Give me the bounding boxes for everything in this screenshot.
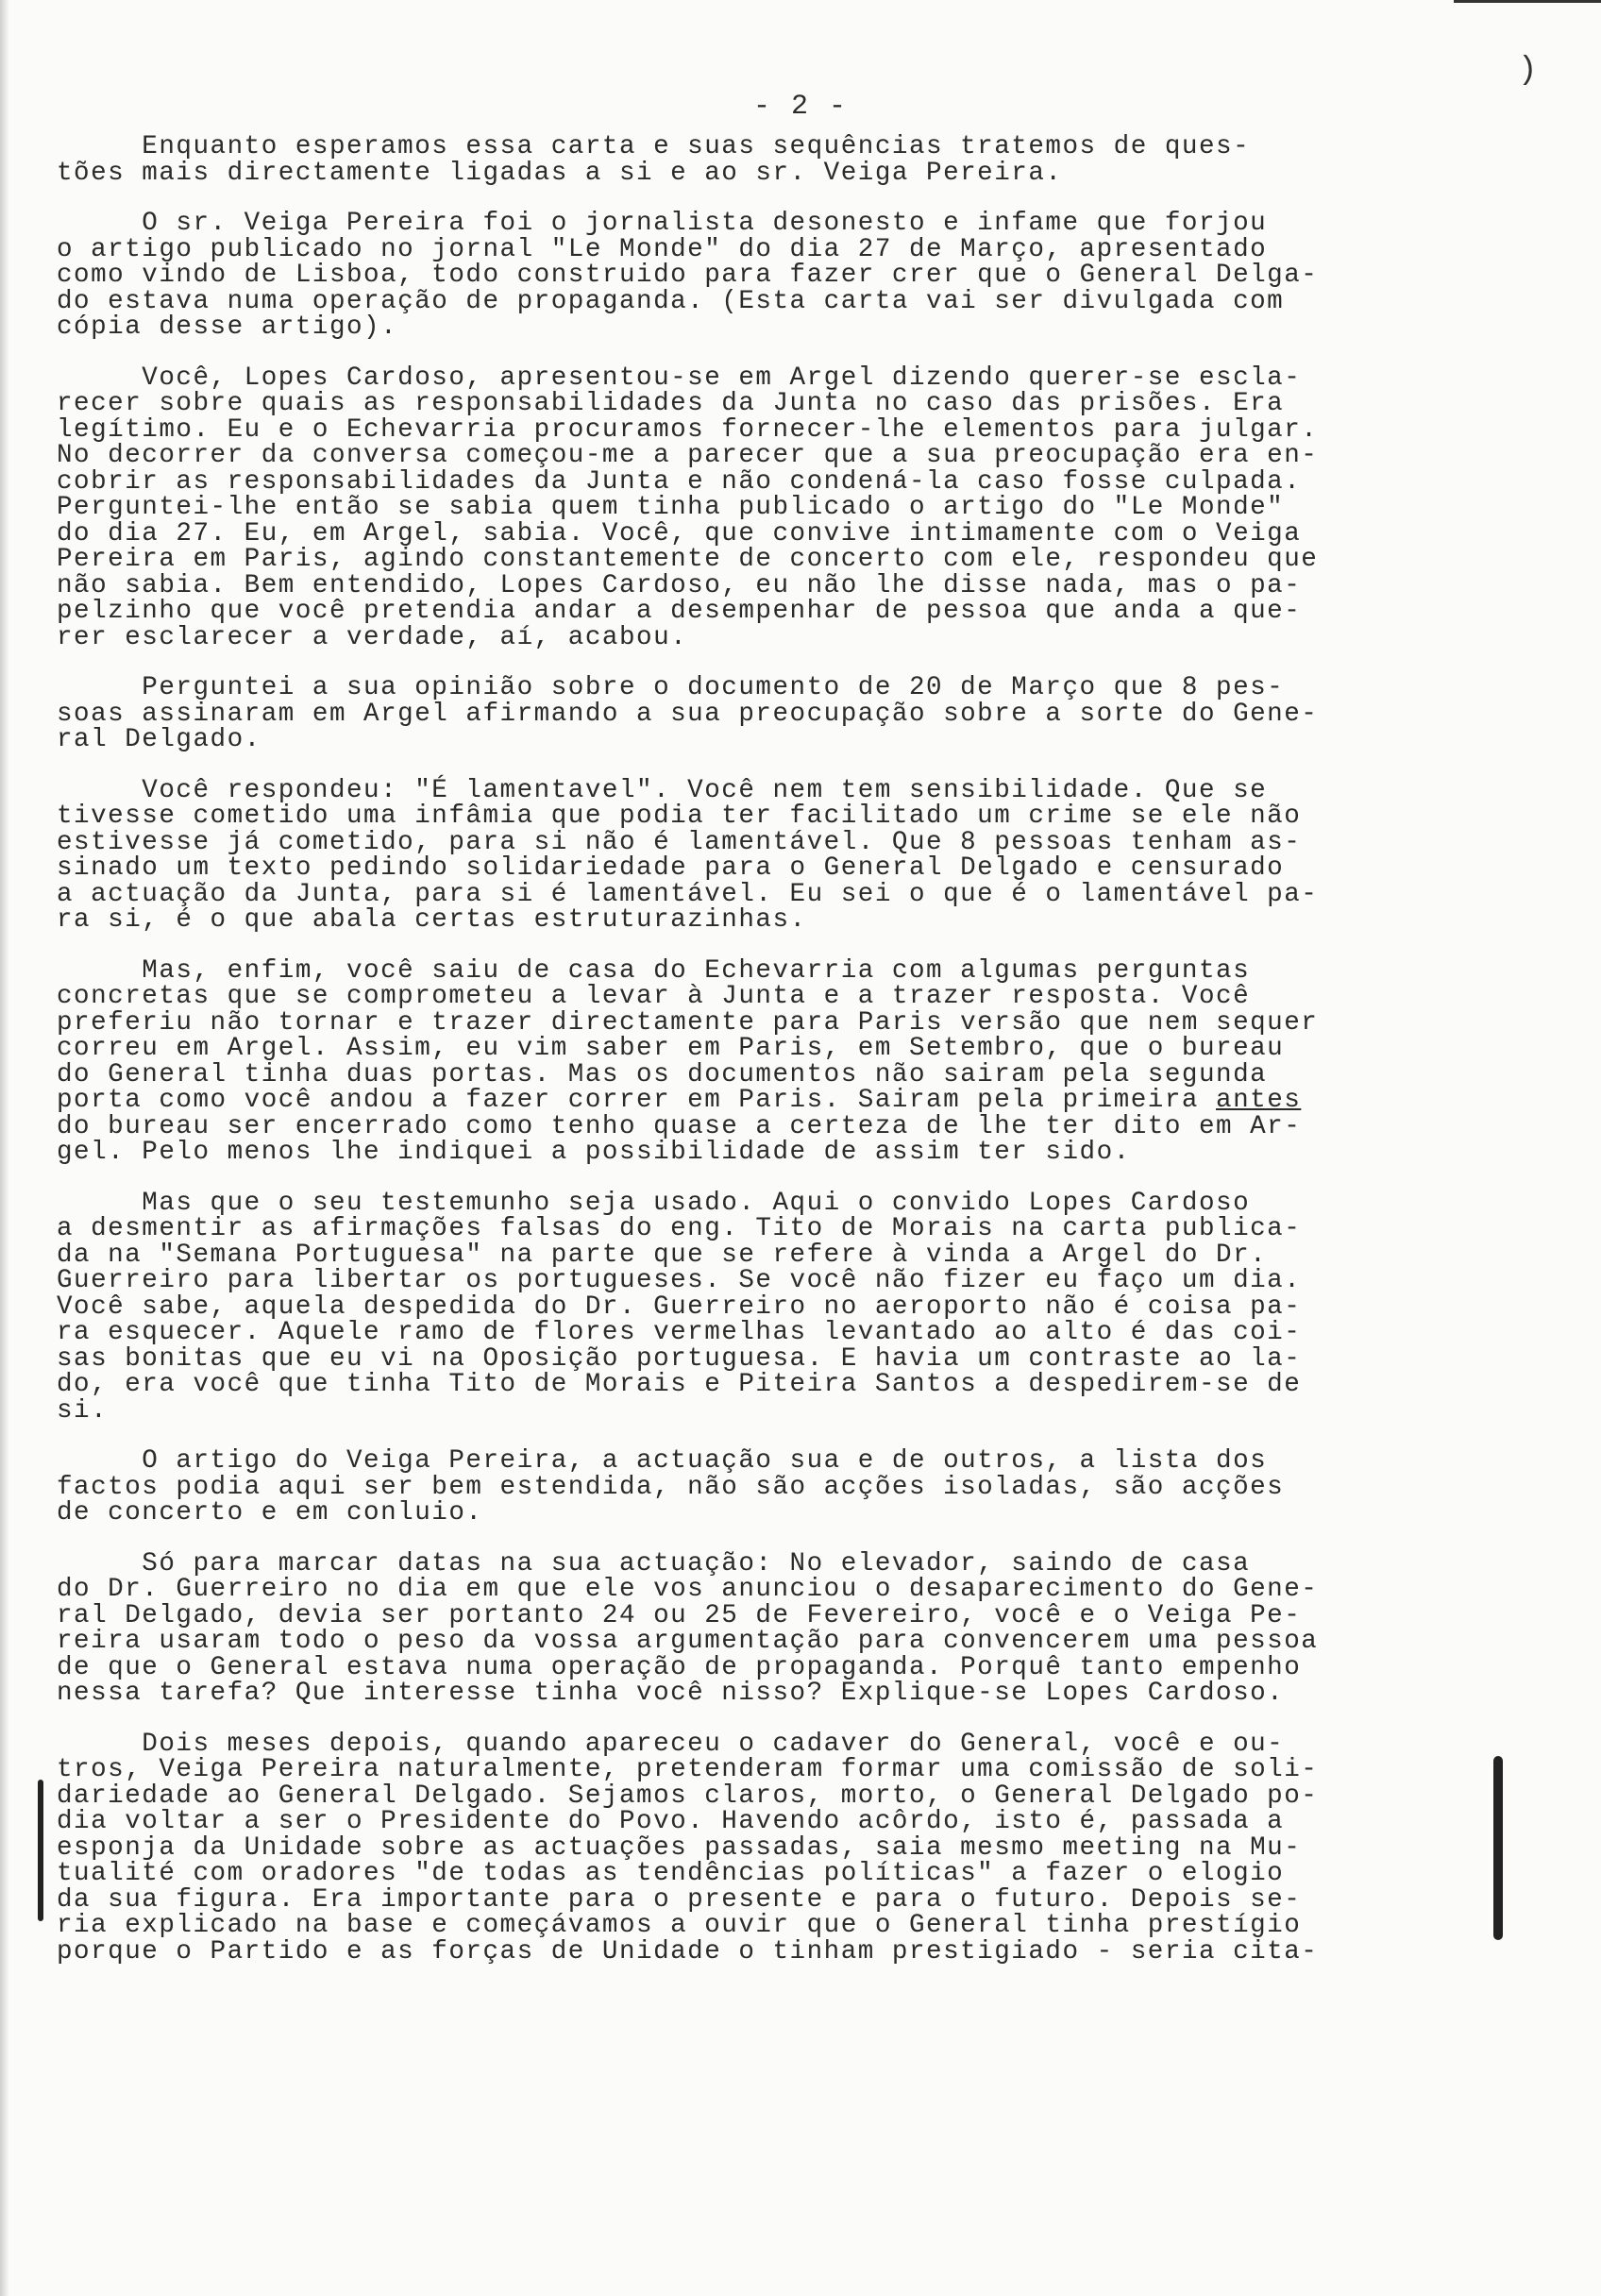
text-line: tualité com oradores "de todas as tendências políticas" a fazer o elogio	[57, 1859, 1285, 1888]
text-line: pelzinho que você pretendia andar a desempenhar de pessoa que anda a que-	[57, 597, 1302, 626]
text-line: não sabia. Bem entendido, Lopes Cardoso, eu não lhe disse nada, mas o pa-	[57, 570, 1302, 600]
letter-body	[57, 134, 1473, 1989]
text-line: dia voltar a ser o Presidente do Povo. Havendo acôrdo, isto é, passada a	[57, 1807, 1285, 1836]
text-line: ra si, é o que abala certas estruturazinhas.	[57, 905, 807, 935]
text-line: O artigo do Veiga Pereira, a actuação sua e de outros, a lista dos	[57, 1446, 1268, 1476]
text-line: de concerto e em conluio.	[57, 1498, 483, 1528]
text-line: cobrir as responsabilidades da Junta e não condená-la caso fosse culpada.	[57, 466, 1302, 497]
text-line: como vindo de Lisboa, todo construido para fazer crer que o General Delga-	[57, 261, 1319, 290]
text-line: sas bonitas que eu vi na Oposição portuguesa. E havia um contraste ao la-	[57, 1343, 1302, 1374]
text-line: Perguntei a sua opinião sobre o documento de 20 de Março que 8 pes-	[57, 673, 1285, 702]
text-line: correu em Argel. Assim, eu vim saber em Paris, em Setembro, que o bureau	[57, 1034, 1285, 1063]
text-line: do estava numa operação de propaganda. (Esta carta vai ser divulgada com	[57, 286, 1285, 316]
text-line: estivesse já cometido, para si não é lamentável. Que 8 pessoas tenham as-	[57, 827, 1302, 857]
scan-top-edge	[1454, 0, 1601, 16]
paragraph	[57, 1190, 1473, 1425]
text-line: Só para marcar datas na sua actuação: No elevador, saindo de casa	[57, 1548, 1251, 1578]
text-line: tivesse cometido uma infâmia que podia ter facilitado um crime se ele não	[57, 802, 1302, 831]
text-line: reira usaram todo o peso da vossa argumentação para convencerem uma pessoa	[57, 1627, 1319, 1656]
text-line: concretas que se comprometeu a levar à Junta e a trazer resposta. Você	[57, 982, 1251, 1011]
text-line: Dois meses depois, quando apareceu o cadaver do General, você e ou-	[57, 1729, 1285, 1759]
text-line: dariedade ao General Delgado. Sejamos claros, morto, o General Delgado po-	[57, 1781, 1319, 1811]
text-line: Guerreiro para libertar os portugueses. Se você não fizer eu faço um dia.	[57, 1266, 1302, 1295]
text-line: Mas que o seu testemunho seja usado. Aqui o convido Lopes Cardoso	[57, 1188, 1251, 1218]
paragraph	[57, 211, 1473, 341]
text-line: do, era você que tinha Tito de Morais e Piteira Santos a despedirem-se de	[57, 1370, 1302, 1399]
text-line: Enquanto esperamos essa carta e suas sequências tratemos de ques-	[57, 132, 1251, 161]
text-line: Perguntei-lhe então se sabia quem tinha publicado o artigo do "Le Monde"	[57, 493, 1285, 522]
text-line: tros, Veiga Pereira naturalmente, pretenderam formar uma comissão de soli-	[57, 1755, 1319, 1784]
scan-left-edge	[0, 0, 9, 2296]
text-line: porque o Partido e as forças de Unidade o tinham prestigiado - seria cita-	[57, 1936, 1319, 1967]
text-line: No decorrer da conversa começou-me a parecer que a sua preocupação era en-	[57, 441, 1319, 470]
page-number: - 2 -	[752, 91, 848, 123]
margin-mark-right	[1493, 1756, 1503, 1940]
text-line: porta como você andou a fazer correr em Paris. Sairam pela primeira antes	[57, 1086, 1302, 1115]
text-line: do Dr. Guerreiro no dia em que ele vos anunciou o desaparecimento do Gene-	[57, 1575, 1319, 1604]
paragraph	[57, 1448, 1473, 1527]
text-line: si.	[57, 1395, 109, 1426]
text-line: ria explicado na base e começávamos a ouvir que o General tinha prestígio	[57, 1911, 1302, 1940]
edge-mark: )	[1518, 53, 1538, 89]
text-line: esponja da Unidade sobre as actuações passadas, saia mesmo meeting na Mu-	[57, 1832, 1302, 1863]
paragraph	[57, 775, 1473, 935]
paragraph	[57, 1548, 1473, 1708]
text-line: rer esclarecer a verdade, aí, acabou.	[57, 622, 688, 652]
text-line: Você sabe, aquela despedida do Dr. Guerreiro no aeroporto não é coisa pa-	[57, 1292, 1302, 1322]
text-line: legítimo. Eu e o Echevarria procuramos fornecer-lhe elementos para julgar.	[57, 414, 1319, 445]
text-line: preferiu não tornar e trazer directamente para Paris versão que nem sequer	[57, 1007, 1319, 1038]
paragraph	[57, 365, 1473, 651]
text-line: O sr. Veiga Pereira foi o jornalista desonesto e infame que forjou	[57, 209, 1268, 238]
text-line: ral Delgado, devia ser portanto 24 ou 25 de Fevereiro, você e o Veiga Pe-	[57, 1600, 1302, 1630]
text-line: da na "Semana Portuguesa" na parte que se refere à vinda a Argel do Dr.	[57, 1240, 1268, 1270]
margin-mark-left	[38, 1780, 43, 1921]
text-line: a desmentir as afirmações falsas do eng. Tito de Morais na carta publica-	[57, 1214, 1302, 1243]
paragraph	[57, 955, 1473, 1167]
text-line: Pereira em Paris, agindo constantemente de concerto com ele, respondeu que	[57, 545, 1319, 574]
text-line: o artigo publicado no jornal "Le Monde" do dia 27 de Março, apresentado	[57, 234, 1268, 264]
text-line: cópia desse artigo).	[57, 312, 398, 342]
paragraph	[57, 1731, 1473, 1966]
paragraph	[57, 675, 1473, 753]
text-line: ral Delgado.	[57, 725, 261, 754]
text-line: recer sobre quais as responsabilidades da Junta no caso das prisões. Era	[57, 389, 1285, 418]
text-line: soas assinaram em Argel afirmando a sua preocupação sobre a sorte do Gene-	[57, 699, 1319, 729]
text-line: do bureau ser encerrado como tenho quase a certeza de lhe ter dito em Ar-	[57, 1111, 1302, 1141]
text-line: da sua figura. Era importante para o presente e para o futuro. Depois se-	[57, 1884, 1302, 1915]
text-line: factos podia aqui ser bem estendida, não são acções isoladas, são acções	[57, 1472, 1285, 1502]
text-line: Você respondeu: "É lamentavel". Você nem tem sensibilidade. Que se	[57, 775, 1268, 805]
text-line: Você, Lopes Cardoso, apresentou-se em Argel dizendo querer-se escla-	[57, 363, 1302, 393]
paragraph	[57, 134, 1473, 186]
text-line: ra esquecer. Aquele ramo de flores vermelhas levantado ao alto é das coi-	[57, 1318, 1302, 1347]
text-line: Mas, enfim, você saiu de casa do Echevarria com algumas perguntas	[57, 955, 1251, 986]
text-line: do dia 27. Eu, em Argel, sabia. Você, que convive intimamente com o Veiga	[57, 518, 1302, 549]
text-line: nessa tarefa? Que interesse tinha você nisso? Explique-se Lopes Cardoso.	[57, 1679, 1285, 1708]
text-line: do General tinha duas portas. Mas os documentos não sairam pela segunda	[57, 1059, 1268, 1089]
underlined-word: antes	[1216, 1086, 1302, 1115]
text-line: a actuação da Junta, para si é lamentável. Eu sei o que é o lamentável pa-	[57, 879, 1319, 909]
text-line: sinado um texto pedindo solidariedade para o General Delgado e censurado	[57, 853, 1285, 883]
text-line: gel. Pelo menos lhe indiquei a possibilidade de assim ter sido.	[57, 1138, 1131, 1167]
text-line: tões mais directamente ligadas a si e ao sr. Veiga Pereira.	[57, 158, 1063, 188]
text-line: de que o General estava numa operação de propaganda. Porquê tanto empenho	[57, 1652, 1302, 1682]
